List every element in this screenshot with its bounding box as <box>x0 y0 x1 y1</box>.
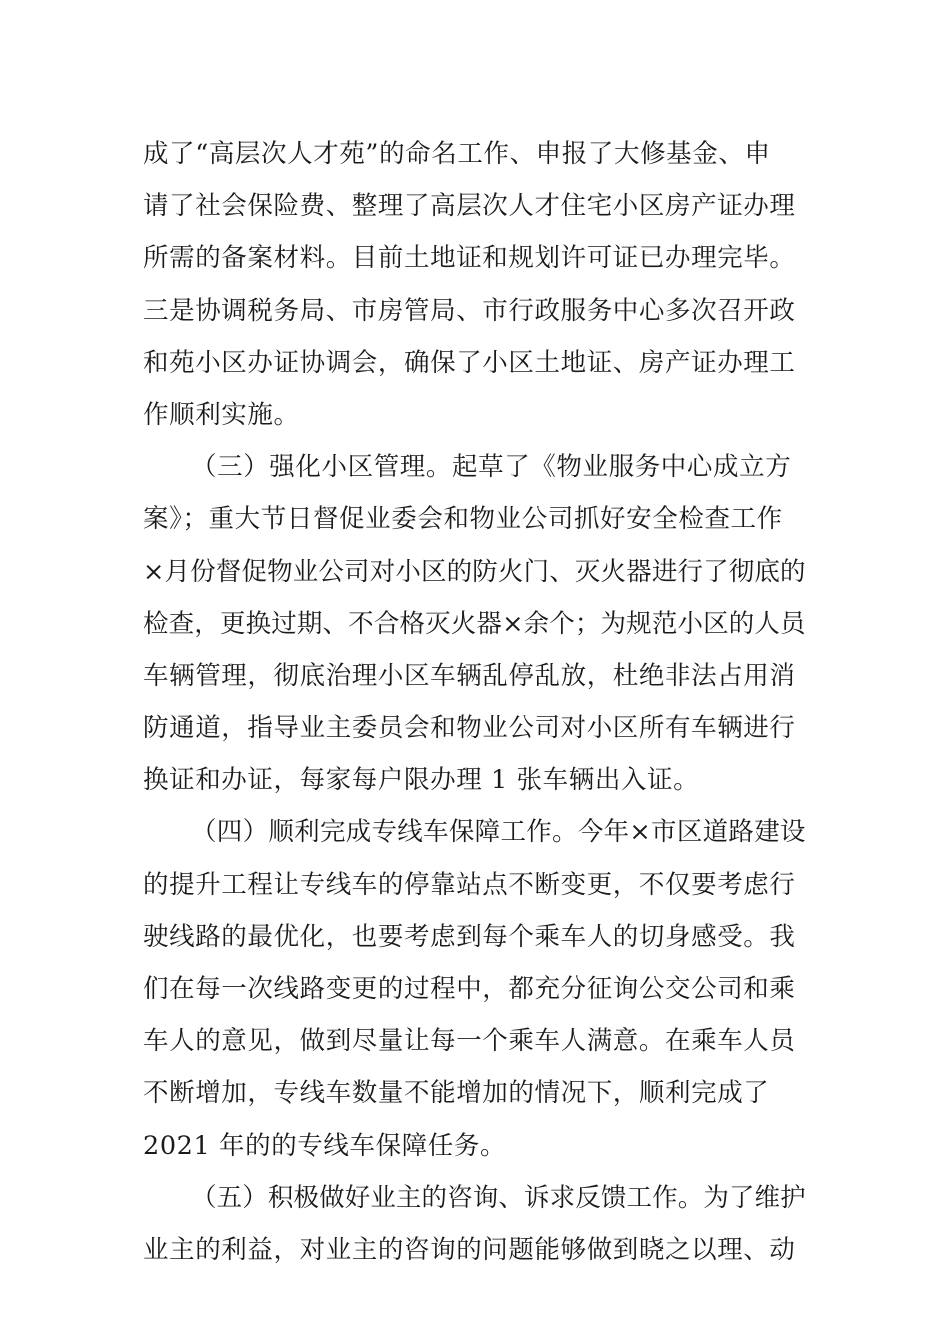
text-line: 业主的利益，对业主的咨询的问题能够做到晓之以理、动 <box>143 1234 796 1265</box>
text-line: 防通道，指导业主委员会和物业公司对小区所有车辆进行 <box>143 713 796 744</box>
text-line: 不断增加，专线车数量不能增加的情况下，顺利完成了 <box>143 1078 770 1109</box>
text-line: 和苑小区办证协调会，确保了小区土地证、房产证办理工 <box>143 347 796 378</box>
text-line: 车人的意见，做到尽量让每一个乘车人满意。在乘车人员 <box>143 1026 796 1057</box>
text-line: ×月份督促物业公司对小区的防火门、灭火器进行了彻底的 <box>143 556 806 587</box>
text-line: 们在每一次线路变更的过程中，都充分征询公交公司和乘 <box>143 974 796 1004</box>
text-line: 作顺利实施。 <box>143 399 300 430</box>
text-line: 三是协调税务局、市房管局、市行政服务中心多次召开政 <box>143 295 796 326</box>
document-body <box>143 128 807 1276</box>
text-line: 请了社会保险费、整理了高层次人才住宅小区房产证办理 <box>143 191 796 222</box>
text-line: 所需的备案材料。目前土地证和规划许可证已办理完毕。 <box>143 243 796 274</box>
paragraph-heading-3: （三）强化小区管理。起草了《物业服务中心成立方 <box>191 452 792 483</box>
text-line: 的提升工程让专线车的停靠站点不断变更，不仅要考虑行 <box>143 869 796 900</box>
text-line: 成了“高层次人才苑”的命名工作、申报了大修基金、申 <box>143 139 771 169</box>
text-line: 车辆管理，彻底治理小区车辆乱停乱放，杜绝非法占用消 <box>143 660 796 691</box>
text-line: 2021 年的的专线车保障任务。 <box>143 1130 507 1161</box>
text-line: 驶线路的最优化，也要考虑到每个乘车人的切身感受。我 <box>143 921 796 952</box>
text-line: 案》；重大节日督促业委会和物业公司抓好安全检查工作 <box>143 504 783 535</box>
text-line: 检查，更换过期、不合格灭火器×余个；为规范小区的人员 <box>143 608 806 639</box>
text-line: 换证和办证，每家每户限办理 1 张车辆出入证。 <box>143 765 700 796</box>
paragraph-heading-4: （四）顺利完成专线车保障工作。今年×市区道路建设 <box>191 817 806 848</box>
paragraph-heading-5: （五）积极做好业主的咨询、诉求反馈工作。为了维护 <box>191 1182 806 1213</box>
